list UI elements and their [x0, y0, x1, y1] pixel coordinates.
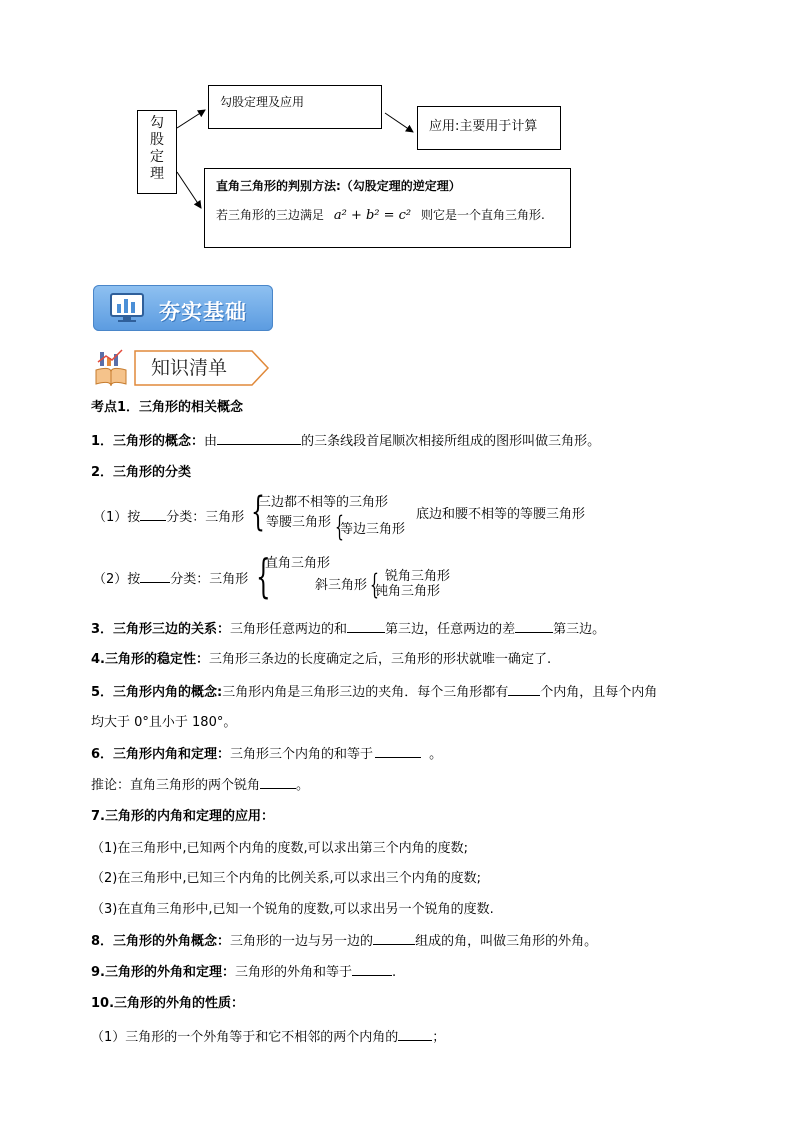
item-6-text: 三角形三个内角的和等于	[230, 747, 374, 762]
item-4-label: 4.三角形的稳定性：	[91, 652, 209, 667]
item-7-3: （3)在直角三角形中,已知一个锐角的度数,可以求出另一个锐角的度数.	[91, 902, 494, 917]
item-1	[91, 433, 600, 450]
item-3-blank-2	[515, 621, 553, 633]
converse-theorem-title: 直角三角形的判别方法:（勾股定理的逆定理）	[216, 179, 461, 193]
item-6-blank	[375, 746, 421, 758]
root-char-2: 股	[150, 132, 164, 148]
class-2-obtuse: 钝角三角形	[375, 584, 441, 599]
arrow-to-theorem	[177, 110, 205, 128]
converse-statement-post: 则它是一个直角三角形.	[420, 208, 545, 222]
item-3	[91, 621, 605, 638]
root-char-4: 理	[150, 166, 164, 182]
corollary-blank	[260, 777, 296, 789]
item-1-blank	[217, 433, 301, 445]
corollary-end: 。	[296, 778, 310, 793]
item-1-pre: 由	[204, 434, 218, 449]
class-1-isosceles-unequal: 底边和腰不相等的等腰三角形	[416, 507, 586, 522]
class-1-brace: {	[251, 489, 265, 535]
class-1-equilateral: 等边三角形	[340, 522, 406, 537]
item-6	[91, 746, 442, 763]
section-title: 知识清单	[151, 357, 228, 379]
item-10-1-blank	[398, 1029, 432, 1041]
item-9-end: .	[392, 965, 397, 980]
box-application-label: 应用:主要用于计算	[429, 119, 538, 134]
class-2-right: 直角三角形	[265, 556, 331, 571]
corollary	[91, 777, 309, 794]
item-9-label: 9.三角形的外角和定理：	[91, 965, 235, 980]
class-2-sub-brace: {	[370, 568, 379, 601]
root-char-3: 定	[150, 149, 164, 165]
item-6-label: 6．三角形内角和定理：	[91, 747, 231, 762]
arrow-to-application	[385, 113, 413, 132]
item-3-a: 三角形任意两边的和	[230, 622, 348, 637]
converse-statement-pre: 若三角形的三边满足	[216, 208, 325, 222]
item-1-label: 1．三角形的概念：	[91, 434, 205, 449]
book-chart-icon	[94, 348, 128, 388]
class-2-post: 分类：三角形	[170, 572, 249, 587]
item-4-text: 三角形三条边的长度确定之后，三角形的形状就唯一确定了.	[208, 652, 552, 667]
item-9	[91, 964, 396, 981]
kaodian-heading: 考点1．三角形的相关概念	[91, 400, 244, 415]
diagram-arrows	[0, 0, 794, 260]
item-8-b: 组成的角，叫做三角形的外角。	[415, 934, 598, 949]
class-2-blank	[140, 571, 170, 583]
item-5-label: 5．三角形内角的概念:	[91, 685, 223, 700]
item-10-1-end: ；	[432, 1030, 446, 1045]
item-9-blank	[352, 964, 392, 976]
item-5-b: 个内角，且每个内角	[540, 685, 658, 700]
banner-title: 夯实基础	[159, 300, 247, 324]
item-5-blank	[508, 684, 540, 696]
class-1-scalene: 三边都不相等的三角形	[258, 495, 389, 510]
item-3-b: 第三边，任意两边的差	[385, 622, 516, 637]
class-2-oblique: 斜三角形	[315, 578, 368, 593]
class-1-isosceles: 等腰三角形	[266, 515, 332, 530]
class-1-blank	[140, 509, 166, 521]
class-1-lead	[93, 509, 244, 526]
item-2-heading: 2．三角形的分类	[91, 465, 192, 480]
class-2-acute: 锐角三角形	[385, 569, 451, 584]
item-5	[91, 684, 657, 701]
class-1-pre: （1）按	[93, 510, 141, 525]
item-3-label: 3．三角形三边的关系：	[91, 622, 231, 637]
section-banner	[93, 285, 273, 331]
item-6-end: 。	[429, 747, 443, 762]
item-8-blank	[373, 933, 415, 945]
item-7-heading: 7.三角形的内角和定理的应用：	[91, 809, 274, 824]
computer-chart-icon	[109, 292, 145, 324]
item-3-c: 第三边。	[553, 622, 606, 637]
class-2-brace: {	[256, 549, 271, 603]
item-8-label: 8．三角形的外角概念：	[91, 934, 231, 949]
item-10-1-text: （1）三角形的一个外角等于和它不相邻的两个内角的	[91, 1030, 399, 1045]
box-pythagorean-theorem-label: 勾股定理及应用	[220, 95, 305, 109]
item-5-line2: 均大于 0°且小于 180°。	[91, 715, 237, 730]
item-4	[91, 652, 551, 668]
item-7-2: （2)在三角形中,已知三个内角的比例关系,可以求出三个内角的度数;	[91, 871, 481, 886]
converse-formula: a² + b² = c²	[333, 208, 412, 223]
item-3-blank-1	[347, 621, 385, 633]
item-5-a: 三角形内角是三角形三边的夹角．每个三角形都有	[222, 685, 509, 700]
item-8-a: 三角形的一边与另一边的	[230, 934, 374, 949]
item-1-post: 的三条线段首尾顺次相接所组成的图形叫做三角形。	[301, 434, 601, 449]
item-10-1	[91, 1029, 445, 1046]
item-7-1: （1)在三角形中,已知两个内角的度数,可以求出第三个内角的度数;	[91, 841, 468, 856]
class-2-lead	[93, 571, 248, 588]
arrow-to-converse	[177, 172, 201, 208]
item-10-heading: 10.三角形的外角的性质：	[91, 996, 245, 1011]
item-8	[91, 933, 597, 950]
item-9-text: 三角形的外角和等于	[234, 965, 352, 980]
root-char-1: 勾	[150, 115, 164, 131]
class-2-pre: （2）按	[93, 572, 141, 587]
corollary-text: 推论：直角三角形的两个锐角	[91, 778, 261, 793]
class-1-sub-brace: {	[335, 510, 344, 543]
class-1-post: 分类：三角形	[166, 510, 245, 525]
